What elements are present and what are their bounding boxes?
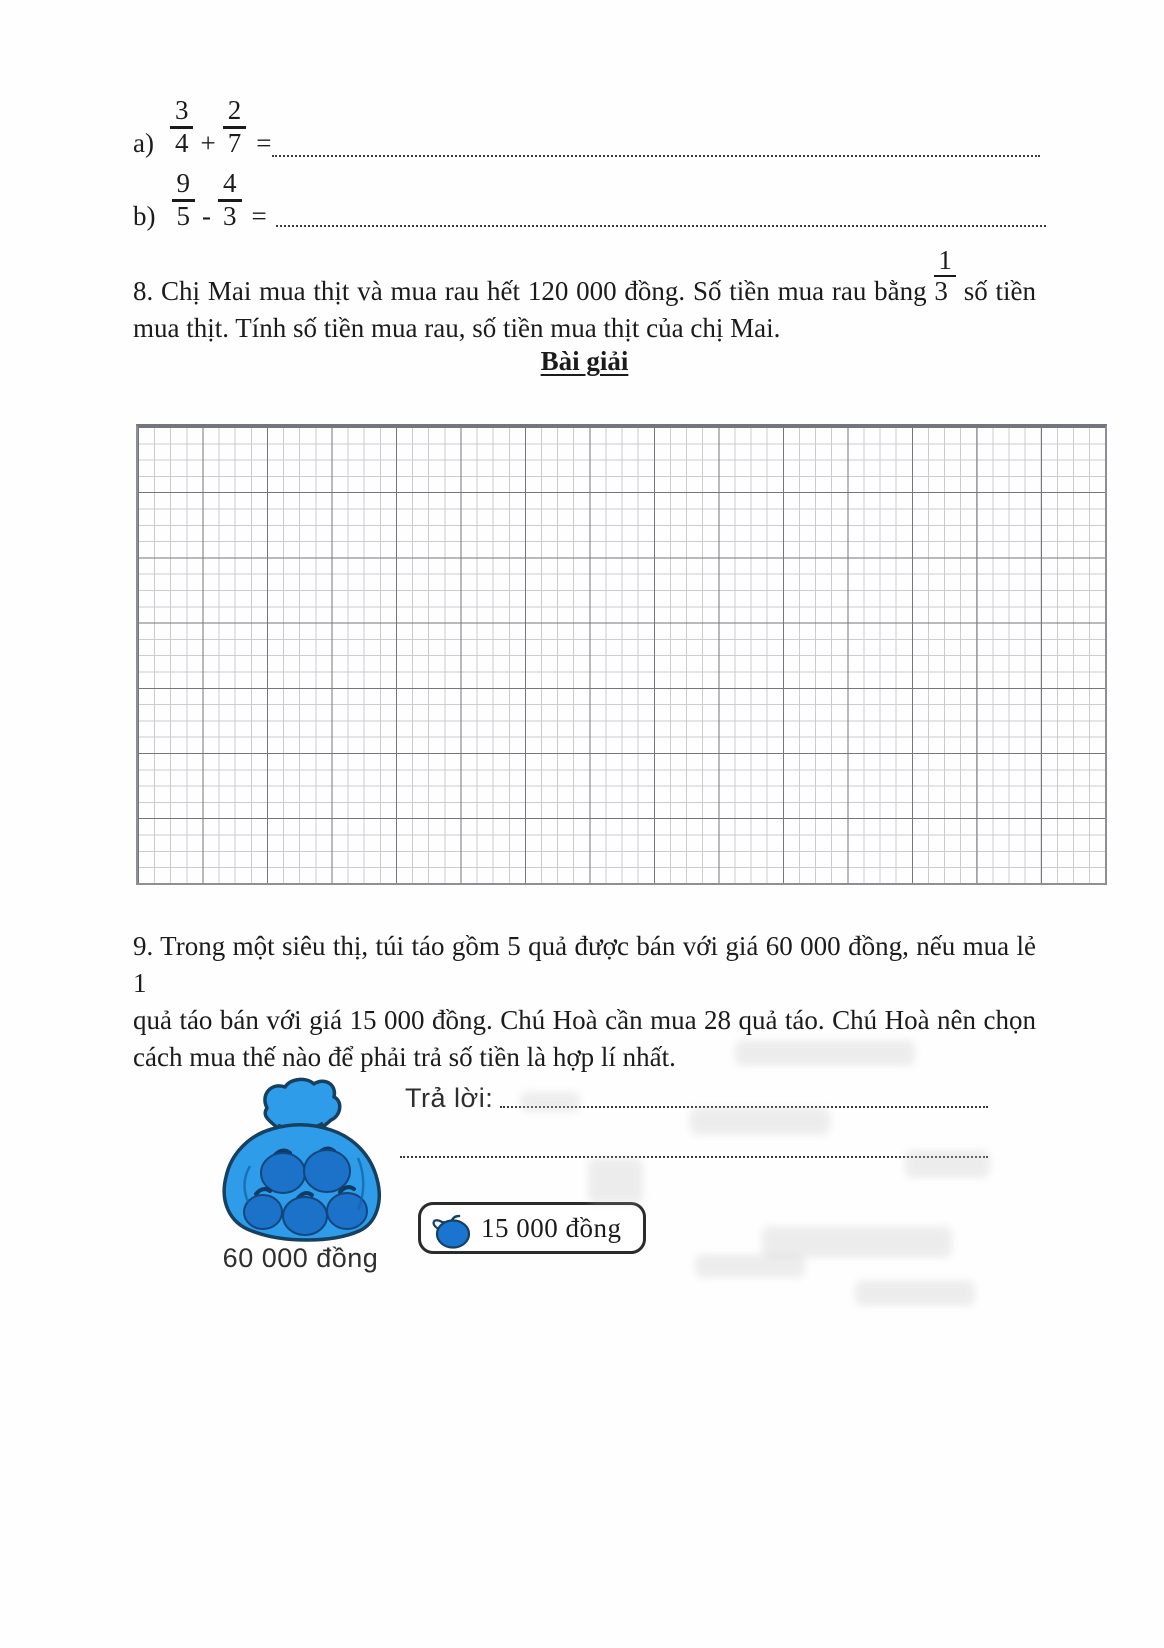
unit-price-label: 15 000 đồng	[481, 1212, 622, 1243]
answer-blank-line-b	[276, 217, 1046, 227]
problem-9-line-1: 9. Trong một siêu thị, túi táo gồm 5 quả được bán với giá 60 000 đồng, nếu mua lẻ 1	[133, 931, 1036, 998]
solution-heading: Bài giải	[540, 346, 629, 376]
apple	[283, 1197, 327, 1235]
fraction-numerator: 1	[934, 247, 956, 277]
plus-operator: +	[200, 128, 216, 158]
problem-9-line-3: cách mua thế nào để phải trả số tiền là hợp lí nhất.	[133, 1042, 676, 1072]
fraction-numerator: 9	[172, 170, 196, 202]
fraction-numerator: 2	[223, 97, 247, 129]
problem-8-text-before: 8. Chị Mai mua thịt và mua rau hết 120 000 đồng. Số tiền mua rau bằng	[133, 276, 927, 306]
bleed-through-smudge	[520, 1092, 580, 1112]
fraction-exercise-row-b	[133, 170, 267, 232]
fraction-denominator: 3	[934, 276, 948, 306]
problem-8-line-1	[133, 247, 1036, 310]
unit-price-badge	[418, 1202, 646, 1254]
fraction-1-3	[934, 247, 956, 305]
item-label-b: b)	[133, 201, 156, 231]
solution-grid-paper	[136, 424, 1107, 885]
bleed-through-smudge	[588, 1158, 643, 1204]
bleed-through-smudge	[690, 1107, 830, 1135]
answer-label: Trả lời:	[405, 1083, 494, 1113]
minus-operator: -	[202, 201, 211, 231]
fraction-denominator: 7	[227, 128, 242, 158]
fraction-numerator: 3	[170, 97, 194, 129]
problem-8-statement	[133, 247, 1036, 347]
answer-blank-line-a	[272, 147, 1040, 157]
bleed-through-smudge	[735, 1040, 915, 1066]
problem-8-text-after: số tiền	[963, 276, 1036, 306]
fraction-exercise-row-a	[133, 97, 271, 159]
fraction-denominator: 5	[176, 201, 190, 231]
fraction-denominator: 4	[174, 128, 189, 158]
apple	[304, 1150, 350, 1192]
bleed-through-smudge	[855, 1280, 975, 1306]
problem-9-line-2: quả táo bán với giá 15 000 đồng. Chú Hoà cần mua 28 quả táo. Chú Hoà nên chọn	[133, 1005, 1036, 1035]
fraction-2-7	[223, 97, 247, 157]
fraction-4-3	[218, 170, 242, 230]
apple-fruit	[437, 1221, 469, 1248]
fraction-numerator: 4	[218, 170, 242, 202]
apple	[244, 1195, 282, 1229]
fraction-3-4	[170, 97, 194, 157]
apple	[261, 1153, 305, 1193]
equals-sign: =	[251, 201, 267, 231]
bleed-through-smudge	[905, 1150, 990, 1178]
bag-price-label: 60 000 đồng	[222, 1243, 379, 1273]
answer-blank-line-2	[400, 1148, 988, 1158]
apple-bag-illustration	[210, 1072, 392, 1242]
apple-icon	[429, 1207, 473, 1249]
item-label-a: a)	[133, 128, 154, 158]
problem-8-line-2: mua thịt. Tính số tiền mua rau, số tiền mua thịt của chị Mai.	[133, 313, 781, 343]
bleed-through-smudge	[695, 1254, 805, 1278]
equals-sign: =	[256, 128, 272, 158]
fraction-9-5	[172, 170, 196, 230]
fraction-denominator: 3	[223, 201, 237, 231]
